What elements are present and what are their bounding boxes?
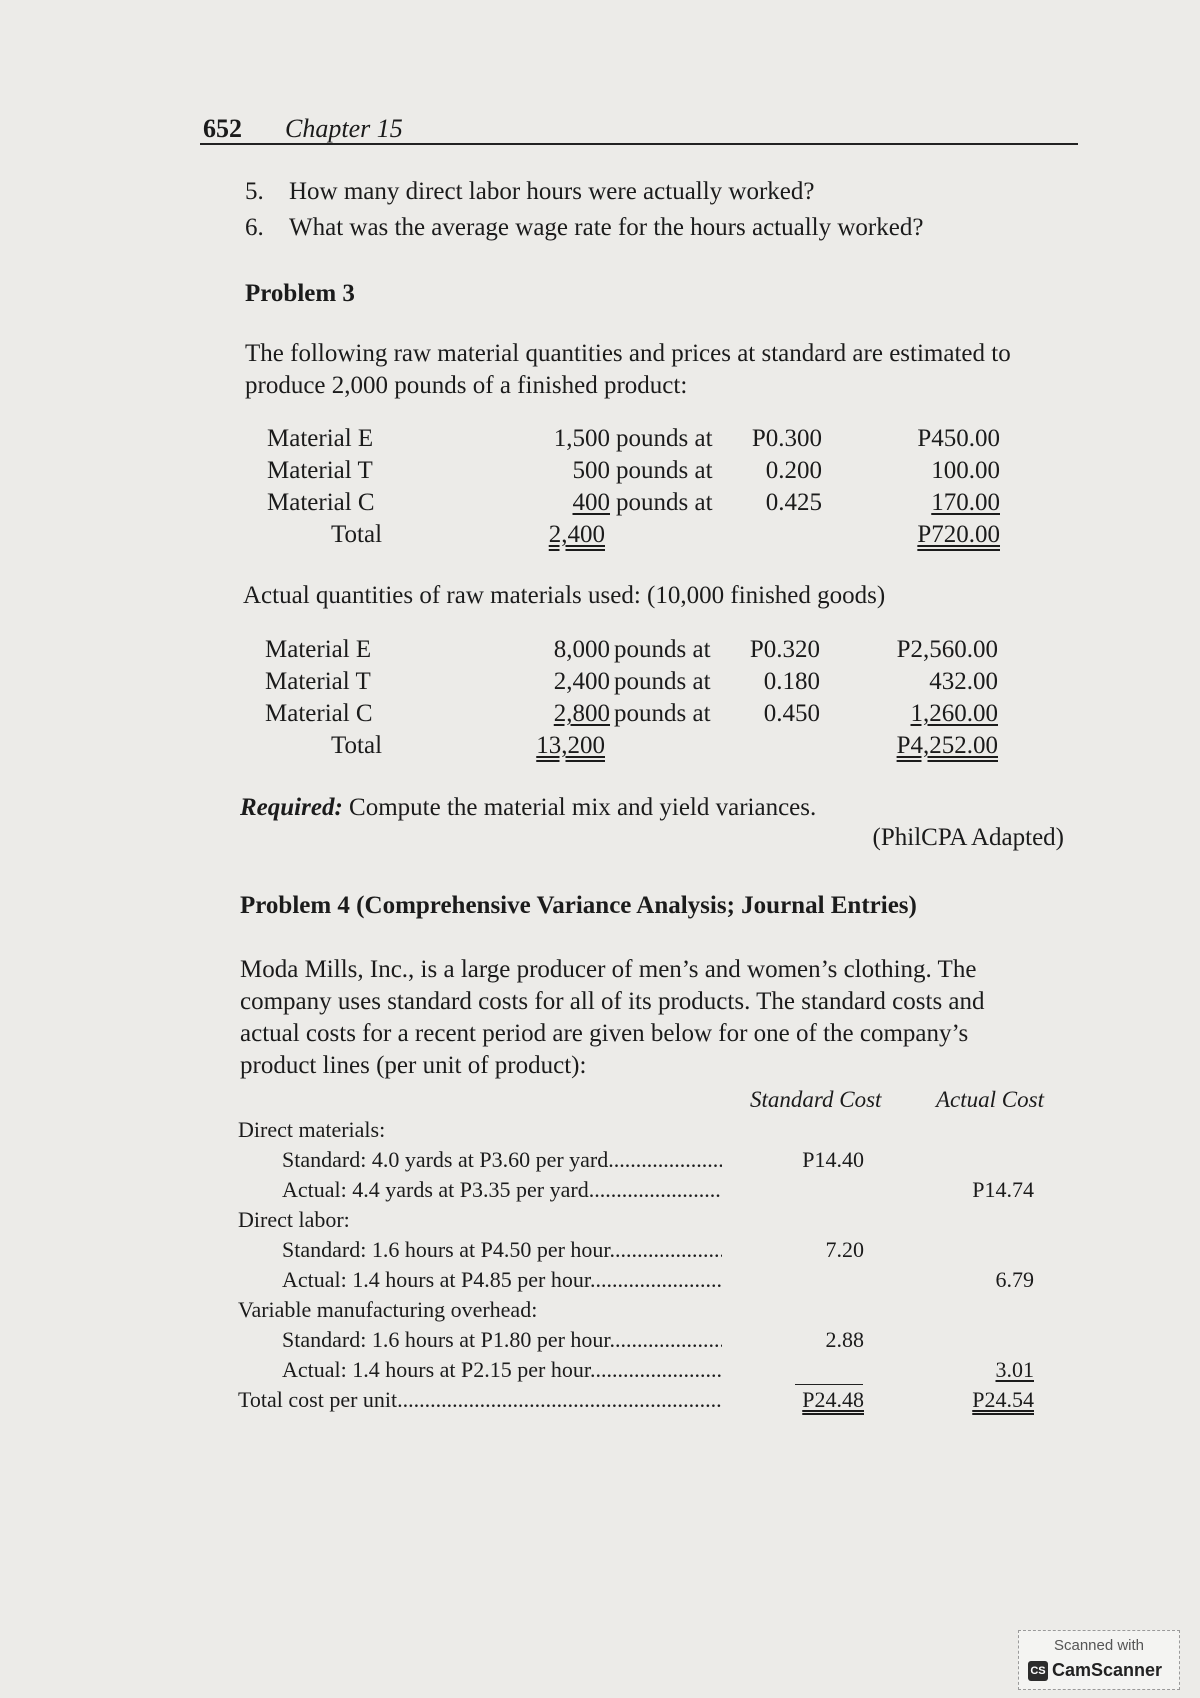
problem-3-source: (PhilCPA Adapted) bbox=[872, 824, 1064, 851]
direct-labor-label: Direct labor: bbox=[238, 1207, 350, 1232]
dm-standard-text: Standard: 4.0 yards at P3.60 per yard bbox=[282, 1147, 609, 1172]
required-text: Compute the material mix and yield variances. bbox=[349, 794, 817, 821]
act-total-amount: P4,252.00 bbox=[896, 732, 998, 759]
voh-standard-value: 2.88 bbox=[825, 1327, 864, 1352]
question-5-text: How many direct labor hours were actually worked? bbox=[289, 178, 815, 205]
act-qty-c: 2,800 bbox=[553, 700, 610, 727]
std-amount-c: 170.00 bbox=[931, 489, 1000, 516]
std-qty-t: 500 bbox=[572, 457, 610, 484]
total-cost-line bbox=[238, 1387, 722, 1413]
problem-4-para-line-4: product lines (per unit of product): bbox=[240, 1052, 587, 1079]
dl-standard-value: 7.20 bbox=[825, 1237, 864, 1262]
dl-standard-line bbox=[282, 1237, 722, 1263]
actual-quantities-heading: Actual quantities of raw materials used: (10,000 finished goods) bbox=[243, 582, 886, 609]
std-total-label: Total bbox=[331, 521, 383, 548]
voh-standard-text: Standard: 1.6 hours at P1.80 per hour bbox=[282, 1327, 610, 1352]
problem-4-para-line-2: company uses standard costs for all of its products. The standard costs and bbox=[240, 988, 985, 1015]
dm-actual-leader bbox=[589, 1177, 722, 1202]
total-standard-value: P24.48 bbox=[802, 1387, 864, 1412]
std-price-t: 0.200 bbox=[765, 457, 822, 484]
act-material-c: Material C bbox=[265, 700, 373, 727]
dl-standard-text: Standard: 1.6 hours at P4.50 per hour bbox=[282, 1237, 610, 1262]
act-amount-c: 1,260.00 bbox=[910, 700, 998, 727]
std-qty-c: 400 bbox=[572, 489, 610, 516]
direct-materials-label: Direct materials: bbox=[238, 1117, 386, 1142]
total-cost-leader bbox=[397, 1387, 722, 1412]
std-total-amount: P720.00 bbox=[917, 521, 1000, 548]
std-unit-e: pounds at bbox=[616, 425, 713, 452]
act-unit-e: pounds at bbox=[614, 636, 711, 663]
voh-actual-text: Actual: 1.4 hours at P2.15 per hour bbox=[282, 1357, 590, 1382]
voh-standard-line bbox=[282, 1327, 722, 1353]
question-5-number: 5. bbox=[245, 178, 264, 205]
std-material-t: Material T bbox=[267, 457, 373, 484]
std-unit-t: pounds at bbox=[616, 457, 713, 484]
variable-overhead-label: Variable manufacturing overhead: bbox=[238, 1297, 538, 1322]
act-qty-t: 2,400 bbox=[553, 668, 610, 695]
voh-actual-leader bbox=[590, 1357, 722, 1382]
problem-4-para-line-3: actual costs for a recent period are given below for one of the company’s bbox=[240, 1020, 969, 1047]
dm-standard-leader bbox=[608, 1147, 722, 1172]
camscanner-logo-icon: CS bbox=[1028, 1661, 1048, 1681]
act-total-qty: 13,200 bbox=[536, 732, 605, 759]
std-unit-c: pounds at bbox=[616, 489, 713, 516]
problem-4-title: Problem 4 (Comprehensive Variance Analysis; Journal Entries) bbox=[240, 892, 917, 919]
required-line bbox=[240, 792, 816, 824]
question-6-number: 6. bbox=[245, 214, 264, 241]
std-material-c: Material C bbox=[267, 489, 375, 516]
total-actual-value: P24.54 bbox=[972, 1387, 1034, 1412]
problem-3-intro-line-1: The following raw material quantities and prices at standard are estimated to bbox=[245, 340, 1011, 367]
act-amount-e: P2,560.00 bbox=[896, 636, 998, 663]
dl-actual-value: 6.79 bbox=[995, 1267, 1034, 1292]
act-unit-t: pounds at bbox=[614, 668, 711, 695]
dl-actual-leader bbox=[590, 1267, 722, 1292]
std-amount-e: P450.00 bbox=[917, 425, 1000, 452]
problem-4-para-line-1: Moda Mills, Inc., is a large producer of men’s and women’s clothing. The bbox=[240, 956, 977, 983]
dl-standard-leader bbox=[610, 1237, 722, 1262]
chapter-title: Chapter 15 bbox=[285, 114, 403, 143]
dm-actual-text: Actual: 4.4 yards at P3.35 per yard bbox=[282, 1177, 589, 1202]
problem-3-intro-line-2: produce 2,000 pounds of a finished product: bbox=[245, 372, 688, 399]
dm-standard-line bbox=[282, 1147, 722, 1173]
act-unit-c: pounds at bbox=[614, 700, 711, 727]
act-price-t: 0.180 bbox=[763, 668, 820, 695]
std-price-e: P0.300 bbox=[751, 425, 822, 452]
voh-actual-value: 3.01 bbox=[995, 1357, 1034, 1382]
dl-actual-line bbox=[282, 1267, 722, 1293]
dl-actual-text: Actual: 1.4 hours at P4.85 per hour bbox=[282, 1267, 590, 1292]
header-rule bbox=[200, 143, 1078, 145]
act-qty-e: 8,000 bbox=[553, 636, 610, 663]
std-qty-e: 1,500 bbox=[553, 425, 610, 452]
problem-3-title: Problem 3 bbox=[245, 280, 355, 307]
badge-top-text: Scanned with bbox=[1053, 1637, 1145, 1654]
voh-actual-line bbox=[282, 1357, 722, 1383]
col-standard-cost: Standard Cost bbox=[750, 1087, 882, 1112]
required-label: Required: bbox=[240, 794, 343, 821]
page-number: 652 bbox=[203, 114, 242, 143]
act-price-c: 0.450 bbox=[763, 700, 820, 727]
act-material-e: Material E bbox=[265, 636, 372, 663]
std-material-e: Material E bbox=[267, 425, 374, 452]
std-amount-t: 100.00 bbox=[931, 457, 1000, 484]
std-total-qty: 2,400 bbox=[548, 521, 605, 548]
question-6-text: What was the average wage rate for the hours actually worked? bbox=[289, 214, 924, 241]
std-price-c: 0.425 bbox=[765, 489, 822, 516]
col-actual-cost: Actual Cost bbox=[936, 1087, 1044, 1112]
camscanner-badge bbox=[1018, 1630, 1180, 1690]
act-price-e: P0.320 bbox=[749, 636, 820, 663]
total-cost-label: Total cost per unit bbox=[238, 1387, 398, 1412]
standard-column-rule bbox=[795, 1384, 863, 1385]
dm-standard-value: P14.40 bbox=[802, 1147, 864, 1172]
act-material-t: Material T bbox=[265, 668, 371, 695]
act-total-label: Total bbox=[331, 732, 383, 759]
dm-actual-line bbox=[282, 1177, 722, 1203]
dm-actual-value: P14.74 bbox=[972, 1177, 1034, 1202]
act-amount-t: 432.00 bbox=[929, 668, 998, 695]
voh-standard-leader bbox=[610, 1327, 722, 1352]
badge-brand-name: CamScanner bbox=[1052, 1660, 1163, 1680]
